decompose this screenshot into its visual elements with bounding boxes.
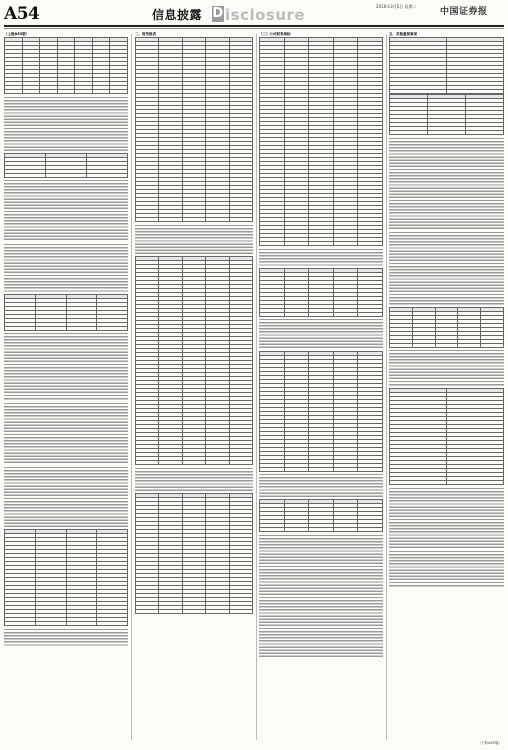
financial-table bbox=[389, 37, 504, 94]
body-text-block bbox=[135, 467, 253, 492]
financial-table bbox=[389, 94, 504, 135]
column-1 bbox=[4, 32, 128, 744]
masthead-rule bbox=[4, 25, 504, 27]
financial-table bbox=[4, 529, 128, 626]
column-3-body bbox=[259, 37, 383, 658]
financial-table bbox=[259, 268, 383, 317]
financial-table bbox=[259, 499, 383, 532]
financial-table bbox=[389, 307, 504, 348]
financial-table bbox=[4, 294, 128, 331]
column-2-body bbox=[135, 37, 253, 614]
masthead bbox=[0, 0, 508, 27]
financial-table bbox=[259, 37, 383, 246]
column-1-body bbox=[4, 37, 128, 646]
body-text-block bbox=[135, 224, 253, 255]
body-text-block bbox=[389, 231, 504, 305]
body-text-block bbox=[259, 473, 383, 498]
body-text-block bbox=[389, 349, 504, 386]
body-text-block bbox=[4, 466, 128, 528]
financial-table bbox=[389, 388, 504, 485]
body-text-block bbox=[259, 534, 383, 658]
column-3-heading: （二）公司财务指标 bbox=[259, 32, 291, 36]
body-text-block bbox=[4, 243, 128, 293]
column-4 bbox=[389, 32, 504, 744]
financial-table bbox=[4, 37, 128, 94]
body-text-block bbox=[389, 487, 504, 549]
section-title-rest: isclosure bbox=[225, 6, 306, 24]
paper-logo: 中国证券报 bbox=[440, 7, 488, 17]
column-4-heading: 五、其他重要事项 bbox=[389, 32, 417, 36]
body-text-block bbox=[259, 248, 383, 267]
body-text-block bbox=[4, 628, 128, 647]
section-title-en bbox=[212, 6, 305, 24]
column-4-body bbox=[389, 37, 504, 587]
page-number: A54 bbox=[4, 4, 40, 24]
column-3 bbox=[259, 32, 383, 744]
section-title-initial: D bbox=[212, 6, 224, 21]
financial-table bbox=[135, 493, 253, 614]
column-divider bbox=[131, 34, 132, 740]
continued-note: （下转A55版） bbox=[477, 741, 502, 745]
masthead-rule-thin bbox=[4, 28, 504, 29]
column-divider bbox=[256, 34, 257, 740]
column-2-heading: 二、财务报表 bbox=[135, 32, 156, 36]
financial-table bbox=[135, 256, 253, 465]
column-2 bbox=[135, 32, 253, 744]
section-title-cn: 信息披露 bbox=[152, 8, 203, 22]
financial-table bbox=[259, 351, 383, 472]
body-text-block bbox=[4, 332, 128, 400]
body-text-block bbox=[4, 179, 128, 241]
financial-table bbox=[135, 37, 253, 222]
body-text-block bbox=[259, 318, 383, 349]
body-text-block bbox=[389, 137, 504, 230]
issue-date: 2016年3月5日 星期二 bbox=[376, 4, 417, 9]
column-1-heading: （上接A53版） bbox=[4, 32, 30, 36]
financial-table bbox=[4, 153, 128, 178]
column-divider bbox=[386, 34, 387, 740]
body-text-block bbox=[4, 96, 128, 152]
body-text-block bbox=[389, 550, 504, 587]
body-text-block bbox=[4, 402, 128, 464]
